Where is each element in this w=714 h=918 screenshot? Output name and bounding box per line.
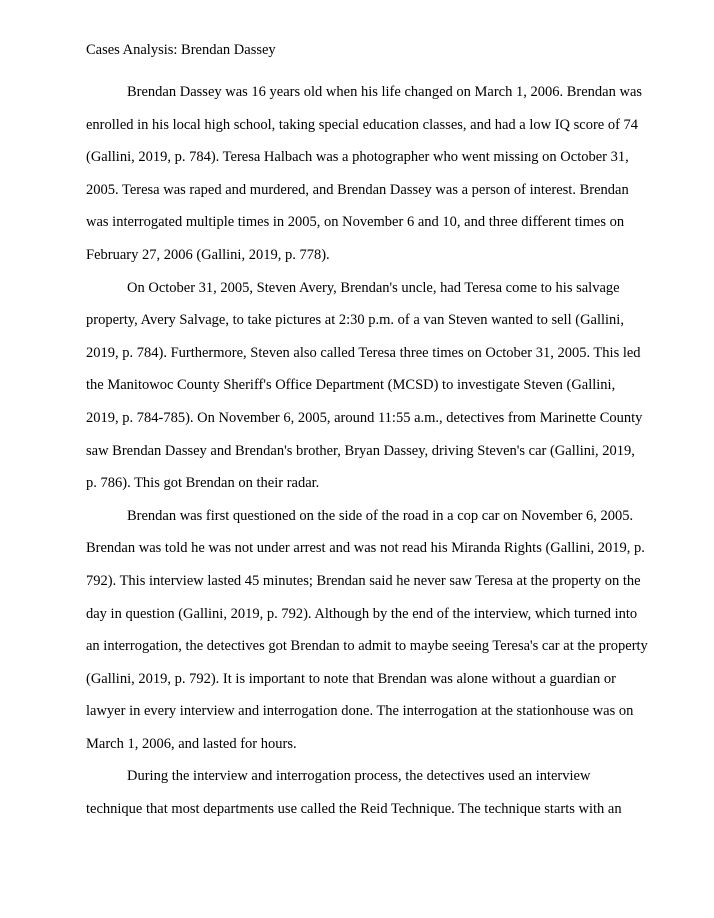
- paragraph: [86, 506, 646, 767]
- text-line: During the interview and interrogation process, the detectives used an interview: [127, 768, 591, 785]
- text-line: March 1, 2006, and lasted for hours.: [86, 735, 297, 752]
- text-line: property, Avery Salvage, to take pictures at 2:30 p.m. of a van Steven wanted to sell (Gallini,: [86, 312, 624, 329]
- text-line: 2005. Teresa was raped and murdered, and Brendan Dassey was a person of interest. Brendan: [86, 181, 629, 198]
- text-line: p. 786). This got Brendan on their radar.: [86, 475, 320, 492]
- document-body: [86, 82, 646, 832]
- text-line: was interrogated multiple times in 2005, on November 6 and 10, and three different times on: [86, 214, 625, 231]
- text-line: Brendan was first questioned on the side of the road in a cop car on November 6, 2005.: [127, 507, 634, 524]
- text-line: an interrogation, the detectives got Brendan to admit to maybe seeing Teresa's car at the property: [86, 638, 648, 655]
- text-line: February 27, 2006 (Gallini, 2019, p. 778).: [86, 246, 330, 263]
- text-line: 792). This interview lasted 45 minutes; Brendan said he never saw Teresa at the property on the: [86, 572, 641, 589]
- running-head: Cases Analysis: Brendan Dassey: [86, 42, 276, 58]
- text-line: 2019, p. 784). Furthermore, Steven also called Teresa three times on October 31, 2005. This led: [86, 344, 641, 361]
- paragraph: [86, 278, 646, 506]
- text-line: (Gallini, 2019, p. 792). It is important to note that Brendan was alone without a guardian or: [86, 670, 616, 687]
- text-line: saw Brendan Dassey and Brendan's brother, Bryan Dassey, driving Steven's car (Gallini, 2019,: [86, 442, 635, 459]
- text-line: lawyer in every interview and interrogation done. The interrogation at the stationhouse was on: [86, 703, 634, 720]
- text-line: the Manitowoc County Sheriff's Office Department (MCSD) to investigate Steven (Gallini,: [86, 377, 616, 394]
- paragraph: [86, 82, 646, 278]
- text-line: Brendan Dassey was 16 years old when his life changed on March 1, 2006. Brendan was: [127, 84, 643, 100]
- text-line: On October 31, 2005, Steven Avery, Brendan's uncle, had Teresa come to his salvage: [127, 279, 620, 296]
- text-line: technique that most departments use called the Reid Technique. The technique starts with an: [86, 801, 622, 818]
- paragraph: [86, 766, 646, 831]
- text-line: Brendan was told he was not under arrest and was not read his Miranda Rights (Gallini, 2019, p.: [86, 540, 645, 557]
- text-line: day in question (Gallini, 2019, p. 792). Although by the end of the interview, which turned into: [86, 605, 638, 622]
- text-line: 2019, p. 784-785). On November 6, 2005, around 11:55 a.m., detectives from Marinette County: [86, 409, 643, 426]
- text-line: (Gallini, 2019, p. 784). Teresa Halbach was a photographer who went missing on October 31,: [86, 149, 629, 166]
- text-line: enrolled in his local high school, taking special education classes, and had a low IQ score of 74: [86, 116, 639, 133]
